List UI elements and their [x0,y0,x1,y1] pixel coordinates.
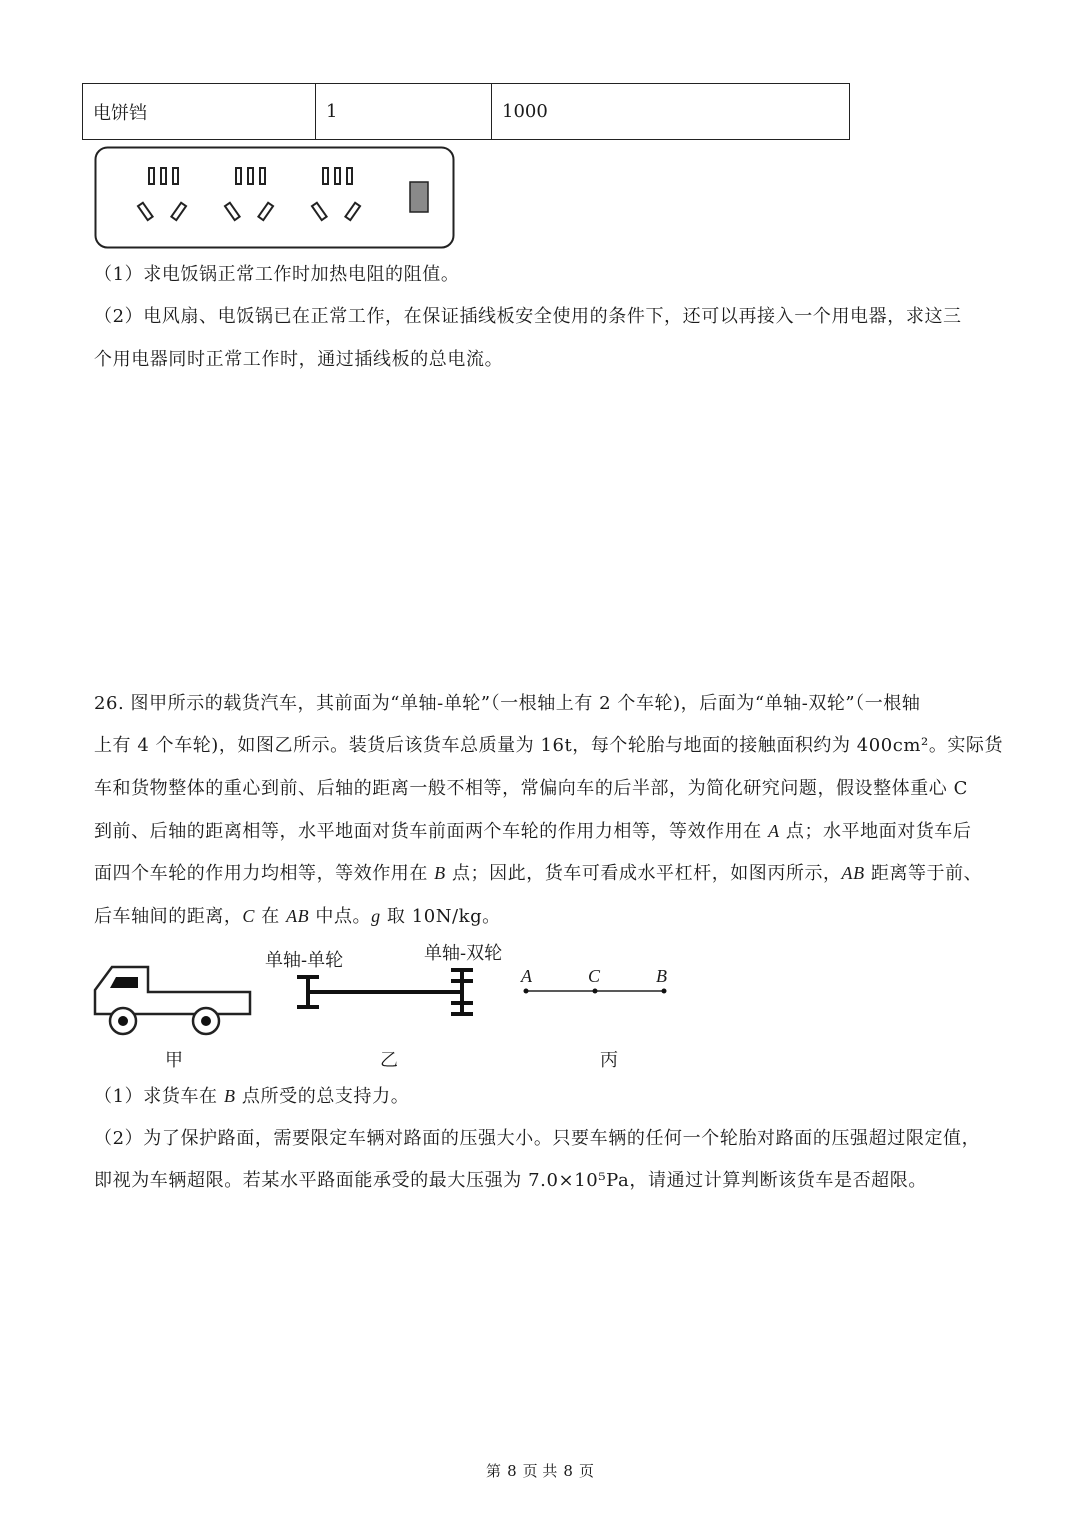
switch-icon [410,182,428,212]
q25-sub1: （1）求电饭锅正常工作时加热电阻的阻值。 [94,264,460,285]
point-b-label: B [656,966,667,986]
q26-sub2-line1: （2）为了保护路面，需要限定车辆对路面的压强大小。只要车辆的任何一个轮胎对路面的压强超过限定值， [94,1128,981,1149]
q26-line3: 车和货物整体的重心到前、后轴的距离一般不相等，常偏向车的后半部，为简化研究问题，假设整体重心 C [94,778,968,799]
q26-sub2-line2: 即视为车辆超限。若某水平路面能承受的最大压强为 7.0×10⁵Pa，请通过计算判断该货车是否超限。 [94,1170,927,1191]
q25-sub2-line1: （2）电风扇、电饭锅已在正常工作，在保证插线板安全使用的条件下，还可以再接入一个用电器，求这三 [94,306,962,327]
q25-sub2-line2: 个用电器同时正常工作时，通过插线板的总电流。 [94,349,504,370]
power-strip-figure [94,146,456,250]
appliance-table [82,83,850,140]
q26-line1: 26. 图甲所示的载货汽车，其前面为“单轴-单轮”（一根轴上有 2 个车轮)，后面为“单轴-双轮”（一根轴 [94,693,921,714]
label-single-axle: 单轴-单轮 [265,950,344,971]
page-number: 8 [507,1462,517,1480]
socket-group-3 [312,168,360,220]
figure-label-jia: 甲 [165,1050,183,1071]
table-cell-power: 1000 [492,84,850,140]
axle-figure [292,966,482,1018]
figure-label-bing: 丙 [600,1050,618,1071]
socket-group-2 [225,168,273,220]
truck-figure [92,962,254,1038]
figure-label-yi: 乙 [380,1050,398,1071]
q26-sub1: （1）求货车在 B 点所受的总支持力。 [94,1086,410,1107]
q26-line5: 面四个车轮的作用力均相等，等效作用在 B 点；因此，货车可看成水平杠杆，如图丙所示，AB 距离等于前、 [94,863,983,884]
page-total: 8 [563,1462,573,1480]
table-cell-name: 电饼铛 [83,84,316,140]
table-cell-count: 1 [316,84,492,140]
label-double-axle: 单轴-双轮 [424,943,503,964]
lever-figure [520,986,670,996]
socket-group-1 [138,168,186,220]
point-a-label: A [521,966,532,986]
point-c-label: C [588,966,601,986]
table-row [83,84,850,140]
q26-line2: 上有 4 个车轮)，如图乙所示。装货后该货车总质量为 16t，每个轮胎与地面的接触面积约为 400cm²。实际货 [94,735,1004,756]
q26-line6: 后车轴间的距离，C 在 AB 中点。g 取 10N/kg。 [94,906,501,927]
page-footer: 第 8 页 共 8 页 [486,1462,594,1480]
q26-line4: 到前、后轴的距离相等，水平地面对货车前面两个车轮的作用力相等，等效作用在 A 点；水平地面对货车后 [94,821,972,842]
